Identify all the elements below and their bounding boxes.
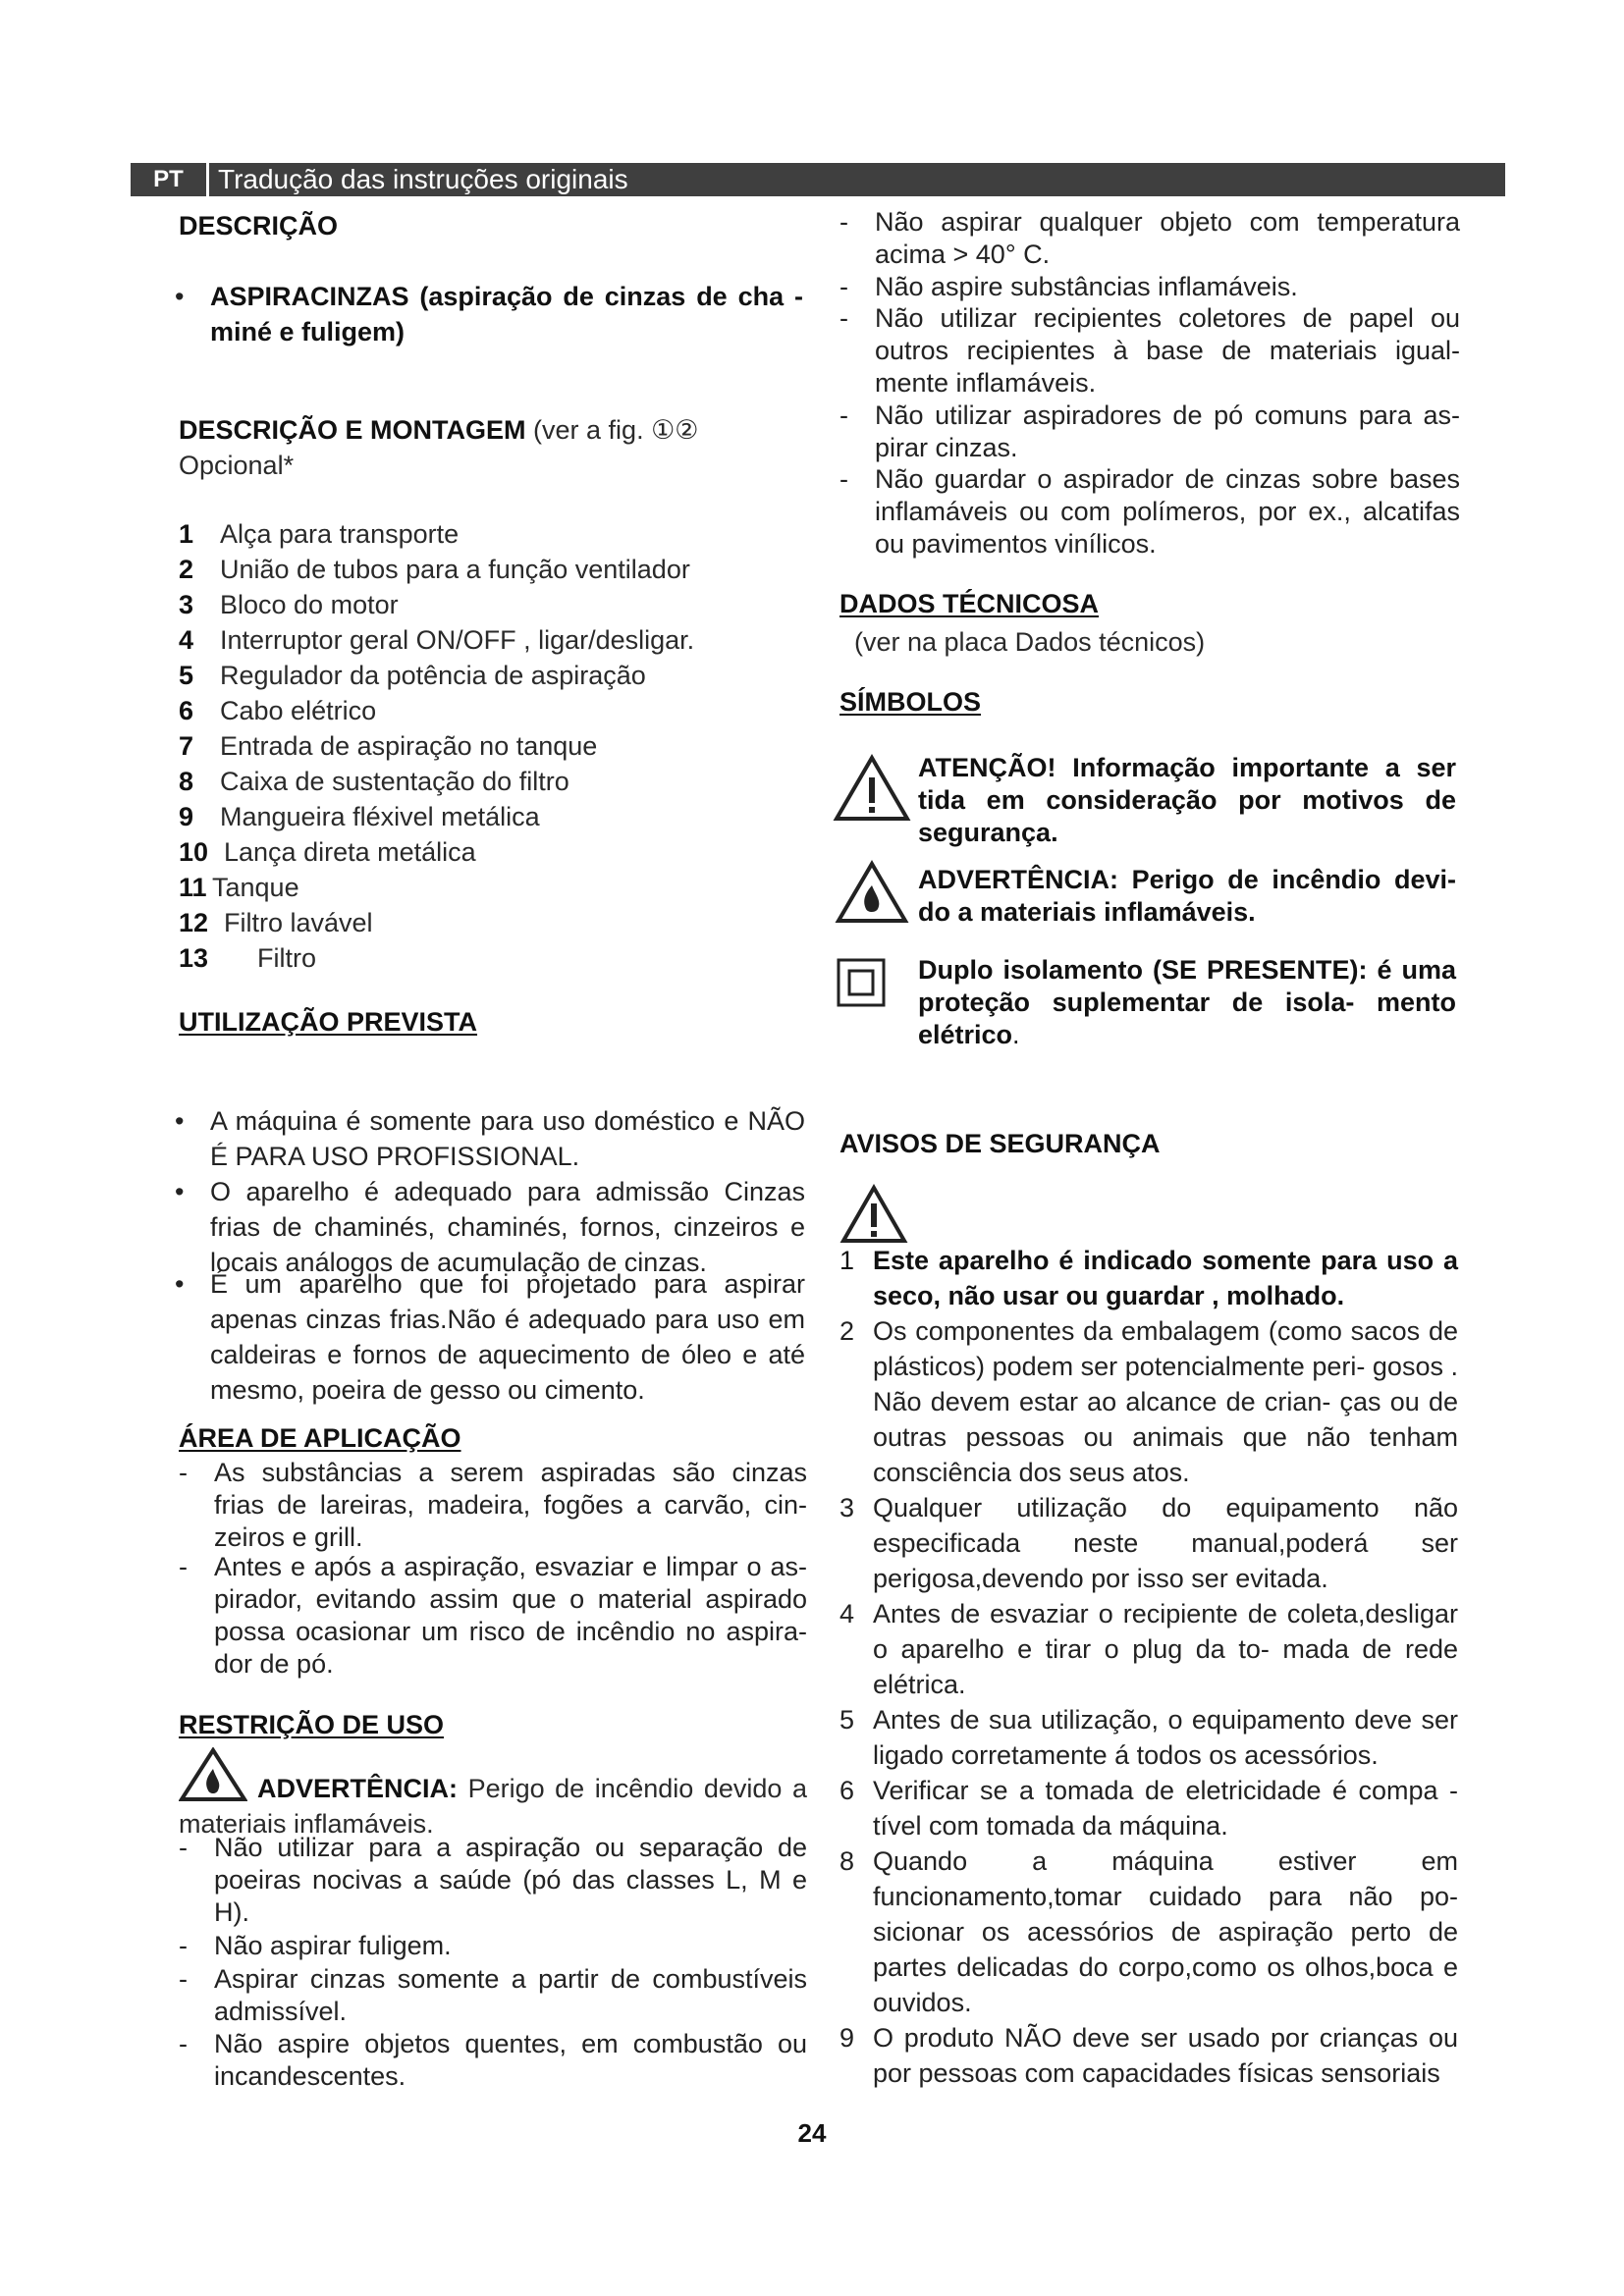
list-item: 3 Bloco do motor <box>179 590 399 619</box>
list-item: 4 Interruptor geral ON/OFF , ligar/desligar. <box>179 625 695 655</box>
list-item: 12 Filtro lavável <box>179 908 373 937</box>
aviso-item: 4 Antes de esvaziar o recipiente de coleta,desligar o aparelho e tirar o plug da to- mada de rede elétrica. <box>839 1599 1458 1699</box>
aspiracinzas-item: • ASPIRACINZAS (aspiração de cinzas de cha - miné e fuligem) <box>175 282 803 347</box>
restricao-item: - Aspirar cinzas somente a partir de combustíveis admissível. <box>179 1964 807 2026</box>
parts-list <box>179 516 807 976</box>
restricao-cont-item: - Não aspirar qualquer objeto com temperatura acima > 40° C. <box>839 207 1460 269</box>
simbolos-heading: SÍMBOLOS <box>839 687 982 717</box>
attention-icon <box>839 1184 908 1245</box>
area-item: - As substâncias a serem aspiradas são cinzas frias de lareiras, madeira, fogões a carvão, cin- zeiros e grill. <box>179 1458 807 1552</box>
restricao-cont-item: - Não aspire substâncias inflamáveis. <box>839 272 1298 301</box>
list-item: 10 Lança direta metálica <box>179 837 476 867</box>
utilizacao-item: • É um aparelho que foi projetado para aspirar apenas cinzas frias.Não é adequado para uso em caldeiras e fornos de aquecimento de óleo e até mesmo, poeira de gesso ou cimento. <box>175 1269 805 1405</box>
aviso-item: 3 Qualquer utilização do equipamento não especificada neste manual,poderá ser perigosa,devendo por isso ser evitada. <box>839 1493 1458 1593</box>
aviso-item: 6 Verificar se a tomada de eletricidade é compa - tível com tomada da máquina. <box>839 1776 1458 1841</box>
montagem-ref: (ver a fig. ①② <box>533 415 699 445</box>
symbol-atencao-text: ATENÇÃO! Informação importante a ser tida em consideração por motivos de segurança. <box>918 753 1456 847</box>
aviso-item: 2 Os componentes da embalagem (como sacos de plásticos) podem ser potencialmente peri- gosos . Não devem estar ao alcance de crian- ças ou de outras pessoas ou animais que não tenham consciência dos seus atos. <box>839 1316 1458 1487</box>
list-item: 7 Entrada de aspiração no tanque <box>179 731 598 761</box>
fire-warning-icon <box>835 860 909 925</box>
restricao-cont-item: - Não utilizar aspiradores de pó comuns para as- pirar cinzas. <box>839 400 1460 462</box>
aspiracinzas-text: ASPIRACINZAS (aspiração de cinzas de cha - miné e fuligem) <box>210 282 803 347</box>
list-item: 9 Mangueira fléxivel metálica <box>179 802 540 831</box>
utilizacao-heading: UTILIZAÇÃO PREVISTA <box>179 1007 478 1037</box>
list-item: 1 Alça para transporte <box>179 519 460 549</box>
page-number: 24 <box>797 2118 827 2148</box>
double-insulation-icon <box>837 958 886 1007</box>
descricao-heading: DESCRIÇÃO <box>179 211 339 240</box>
list-item: 6 Cabo elétrico <box>179 696 377 725</box>
attention-icon <box>833 754 911 823</box>
dados-heading: DADOS TÉCNICOSA <box>839 589 1100 618</box>
dados-text: (ver na placa Dados técnicos) <box>854 627 1206 657</box>
utilizacao-item: • O aparelho é adequado para admissão Cinzas frias de chaminés, chaminés, fornos, cinzeiros e locais análogos de acumulação de cinzas. <box>175 1177 805 1277</box>
area-item: - Antes e após a aspiração, esvaziar e limpar o as- pirador, evitando assim que o material aspirado possa ocasionar um risco de incêndio no aspira- dor de pó. <box>179 1552 807 1679</box>
opcional-text: Opcional* <box>179 451 295 480</box>
montagem-heading: DESCRIÇÃO E MONTAGEM <box>179 415 526 445</box>
restricao-item: - Não aspirar fuligem. <box>179 1931 452 1960</box>
restricao-item: - Não utilizar para a aspiração ou separação de poeiras nocivas a saúde (pó das classes L, M e H). <box>179 1833 807 1927</box>
aviso-item: 1 Este aparelho é indicado somente para uso a seco, não usar ou guardar , molhado. <box>839 1246 1458 1310</box>
list-item: 2 União de tubos para a função ventilador <box>179 555 690 584</box>
restricao-heading: RESTRIÇÃO DE USO <box>179 1710 445 1739</box>
list-item: 5 Regulador da potência de aspiração <box>179 661 646 690</box>
list-item: 8 Caixa de sustentação do filtro <box>179 767 569 796</box>
symbol-advertencia-text: ADVERTÊNCIA: Perigo de incêndio devi- do a materiais inflamáveis. <box>918 865 1456 927</box>
symbol-duplo: Duplo isolamento (SE PRESENTE): é uma proteção suplementar de isola- mento elétrico. <box>918 955 1456 1049</box>
list-item: 13 Filtro <box>179 943 316 973</box>
restricao-item: - Não aspire objetos quentes, em combustão ou incandescentes. <box>179 2029 807 2091</box>
utilizacao-item: • A máquina é somente para uso doméstico e NÃO É PARA USO PROFISSIONAL. <box>175 1106 805 1171</box>
area-heading: ÁREA DE APLICAÇÃO <box>179 1423 461 1453</box>
header-title: Tradução das instruções originais <box>218 164 628 194</box>
restricao-cont-item: - Não guardar o aspirador de cinzas sobre bases inflamáveis ou com polímeros, por ex., alcatifas ou pavimentos vinílicos. <box>839 464 1460 559</box>
aviso-item: 5 Antes de sua utilização, o equipamento deve ser ligado corretamente á todos os acessórios. <box>839 1705 1458 1770</box>
aviso-item: 9 O produto NÃO deve ser usado por crianças ou por pessoas com capacidades físicas sensoriais <box>839 2023 1458 2088</box>
list-item: 11 Tanque <box>179 873 299 902</box>
avisos-heading: AVISOS DE SEGURANÇA <box>839 1129 1161 1158</box>
aviso-item: 8 Quando a máquina estiver em funcionamento,tomar cuidado para não po- sicionar os acessórios de aspiração perto de partes delicadas do corpo,como os olhos,boca e ouvidos. <box>839 1846 1458 2017</box>
language-badge: PT <box>131 163 209 196</box>
montagem-line <box>179 412 807 448</box>
restricao-cont-item: - Não utilizar recipientes coletores de papel ou outros recipientes à base de materiais igual- mente inflamáveis. <box>839 303 1460 398</box>
restricao-warning: ADVERTÊNCIA: Perigo de incêndio devido a materiais inflamáveis. <box>179 1774 807 1839</box>
